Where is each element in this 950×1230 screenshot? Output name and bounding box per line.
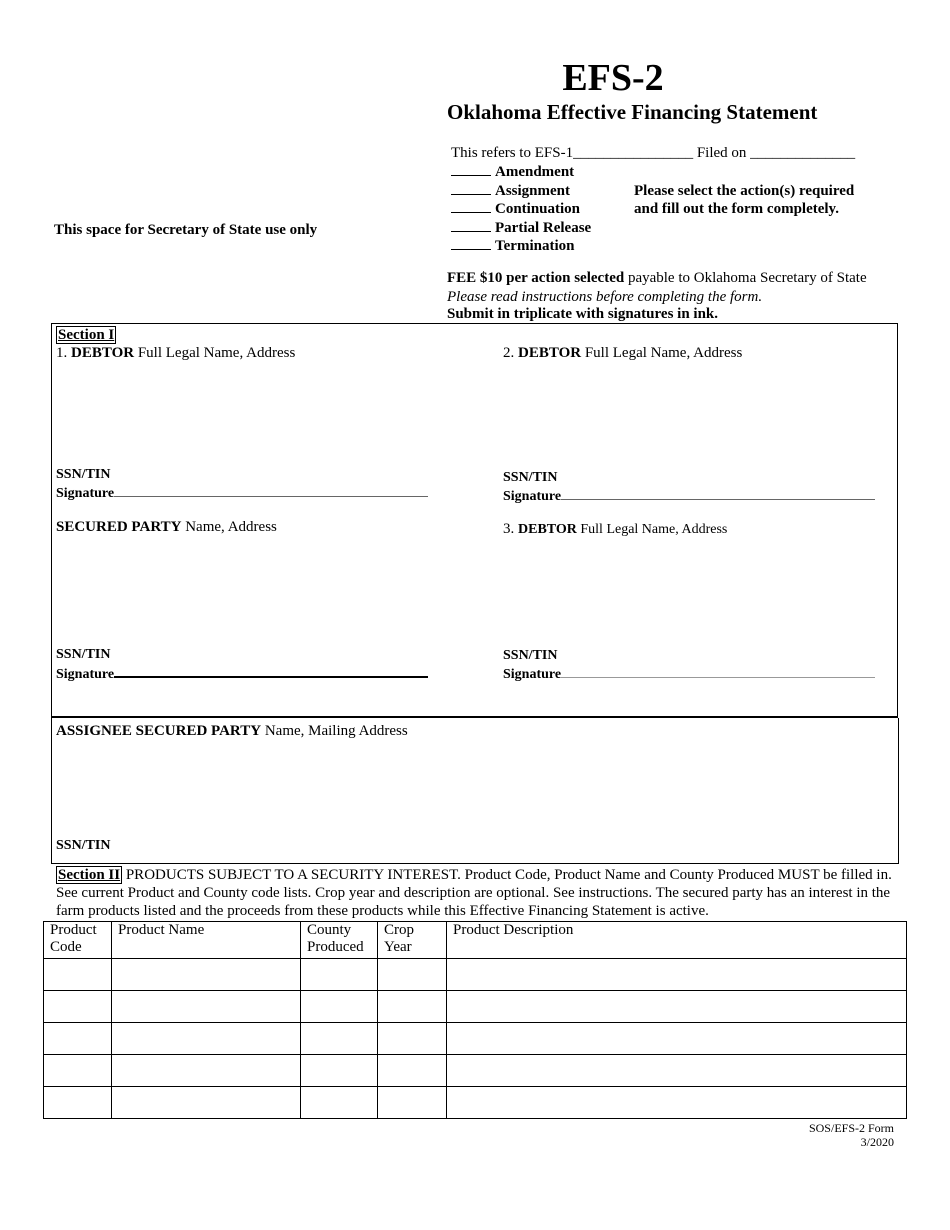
fee-payee: payable to Oklahoma Secretary of State — [624, 270, 867, 286]
debtor-1-number: 1. — [56, 345, 71, 361]
action-blank[interactable] — [451, 182, 491, 195]
debtor-3-number: 3. — [503, 521, 518, 537]
section-2-description: PRODUCTS SUBJECT TO A SECURITY INTEREST. Product Code, Product Name and County Produced MUST be filled in. See current Product and County code lists. Crop year and description are optional. See instructions. The secured party has an interest in the farm products listed and the proceeds from these products while this Effective Financing Statement is active. — [56, 867, 892, 919]
signature-line[interactable] — [114, 664, 428, 678]
cell[interactable] — [378, 959, 447, 991]
form-code: EFS-2 — [562, 57, 664, 99]
table-row — [44, 1087, 907, 1119]
signature-line[interactable] — [561, 665, 875, 678]
action-blank[interactable] — [451, 163, 491, 176]
debtor-desc: Full Legal Name, Address — [581, 345, 743, 361]
debtor-desc: Full Legal Name, Address — [576, 522, 728, 537]
cell[interactable] — [378, 1023, 447, 1055]
action-amendment[interactable] — [451, 163, 574, 181]
form-id: SOS/EFS-2 Form — [808, 1121, 894, 1135]
form-title: Oklahoma Effective Financing Statement — [447, 100, 818, 124]
section-1-label: Section I — [58, 327, 115, 343]
action-label: Partial Release — [495, 220, 592, 236]
header-product-description — [447, 922, 907, 959]
action-label: Continuation — [495, 201, 581, 217]
signature-line[interactable] — [114, 484, 428, 497]
cell[interactable] — [447, 991, 907, 1023]
secured-party-signature[interactable] — [56, 664, 428, 683]
action-label: Amendment — [495, 164, 575, 180]
debtor-3-signature[interactable] — [503, 665, 875, 683]
cell[interactable] — [447, 1055, 907, 1087]
header-line: Product Name — [118, 922, 205, 938]
cell[interactable] — [112, 1087, 301, 1119]
form-footer — [809, 1121, 894, 1149]
action-blank[interactable] — [451, 219, 491, 232]
debtor-2-number: 2. — [503, 345, 518, 361]
header-product-name — [112, 922, 301, 959]
debtor-bold: DEBTOR — [518, 522, 577, 537]
cell[interactable] — [447, 1023, 907, 1055]
instruction-line: and fill out the form completely. — [634, 201, 839, 217]
action-partial-release[interactable] — [451, 219, 591, 237]
cell[interactable] — [301, 1023, 378, 1055]
header-line: Crop — [384, 922, 414, 938]
cell[interactable] — [44, 1087, 112, 1119]
header-line: Produced — [307, 939, 364, 955]
cell[interactable] — [378, 1087, 447, 1119]
header-line: Code — [50, 939, 82, 955]
header-county-produced — [301, 922, 378, 959]
debtor-3-input-area[interactable] — [503, 538, 883, 638]
assignee-ssn-label[interactable]: SSN/TIN — [56, 838, 111, 853]
action-instructions — [634, 182, 854, 218]
debtor-1-signature[interactable] — [56, 484, 428, 502]
action-label: Termination — [495, 238, 575, 254]
action-continuation[interactable] — [451, 200, 580, 218]
debtor-2-input-area[interactable] — [503, 360, 883, 460]
form-date: 3/2020 — [860, 1135, 894, 1149]
section-2-label: Section II — [58, 867, 121, 883]
cell[interactable] — [301, 1087, 378, 1119]
cell[interactable] — [378, 991, 447, 1023]
products-table — [43, 921, 907, 1119]
cell[interactable] — [44, 1055, 112, 1087]
cell[interactable] — [44, 959, 112, 991]
assignee-desc: Name, Mailing Address — [261, 723, 408, 739]
cell[interactable] — [112, 959, 301, 991]
signature-label: Signature — [56, 486, 115, 501]
cell[interactable] — [44, 991, 112, 1023]
secured-party-input-area[interactable] — [56, 536, 436, 636]
assignee-input-area[interactable] — [56, 741, 886, 831]
header-product-code — [44, 922, 112, 959]
header-line: Product Description — [453, 922, 574, 938]
signature-label: Signature — [503, 489, 562, 504]
cell[interactable] — [378, 1055, 447, 1087]
secured-party-ssn-label[interactable]: SSN/TIN — [56, 647, 111, 662]
cell[interactable] — [44, 1023, 112, 1055]
action-termination[interactable] — [451, 237, 574, 255]
debtor-1-input-area[interactable] — [56, 360, 436, 460]
table-row — [44, 1023, 907, 1055]
signature-line[interactable] — [561, 487, 875, 500]
action-label: Assignment — [495, 183, 571, 199]
header-line: County — [307, 922, 352, 938]
header-line: Product — [50, 922, 97, 938]
refers-to-line: This refers to EFS-1________________ Filed on ______________ — [451, 145, 856, 161]
cell[interactable] — [301, 1055, 378, 1087]
header-crop-year — [378, 922, 447, 959]
debtor-2-ssn-label[interactable]: SSN/TIN — [503, 470, 558, 485]
cell[interactable] — [112, 1023, 301, 1055]
secured-party-label — [56, 519, 277, 536]
debtor-bold: DEBTOR — [518, 345, 582, 361]
debtor-3-ssn-label[interactable]: SSN/TIN — [503, 648, 558, 663]
cell[interactable] — [112, 1055, 301, 1087]
fee-line — [447, 270, 867, 287]
table-row — [44, 1055, 907, 1087]
secured-party-bold: SECURED PARTY — [56, 519, 182, 535]
action-assignment[interactable] — [451, 182, 570, 200]
debtor-desc: Full Legal Name, Address — [134, 345, 296, 361]
assignee-bold: ASSIGNEE SECURED PARTY — [56, 723, 262, 739]
instruction-line: Please select the action(s) required — [634, 183, 855, 199]
section-1-tag — [56, 326, 116, 344]
debtor-1-ssn-label[interactable]: SSN/TIN — [56, 467, 111, 482]
action-blank[interactable] — [451, 237, 491, 250]
cell[interactable] — [447, 959, 907, 991]
section-2-text — [56, 866, 896, 920]
debtor-bold: DEBTOR — [71, 345, 135, 361]
sos-use-space: This space for Secretary of State use only — [54, 222, 318, 238]
secured-party-desc: Name, Address — [181, 519, 277, 535]
cell[interactable] — [301, 959, 378, 991]
cell[interactable] — [301, 991, 378, 1023]
fee-amount: FEE $10 per action selected — [447, 270, 625, 286]
header-line: Year — [384, 939, 412, 955]
signature-label: Signature — [503, 667, 562, 682]
debtor-2-signature[interactable] — [503, 487, 875, 505]
table-row — [44, 991, 907, 1023]
read-instructions: Please read instructions before completing the form. — [447, 289, 763, 305]
table-header-row — [44, 922, 907, 959]
assignee-label — [56, 723, 408, 740]
cell[interactable] — [447, 1087, 907, 1119]
signature-label: Signature — [56, 667, 115, 682]
debtor-3-label — [503, 521, 727, 538]
table-row — [44, 959, 907, 991]
action-blank[interactable] — [451, 200, 491, 213]
submit-instructions: Submit in triplicate with signatures in ink. — [447, 306, 719, 322]
cell[interactable] — [112, 991, 301, 1023]
